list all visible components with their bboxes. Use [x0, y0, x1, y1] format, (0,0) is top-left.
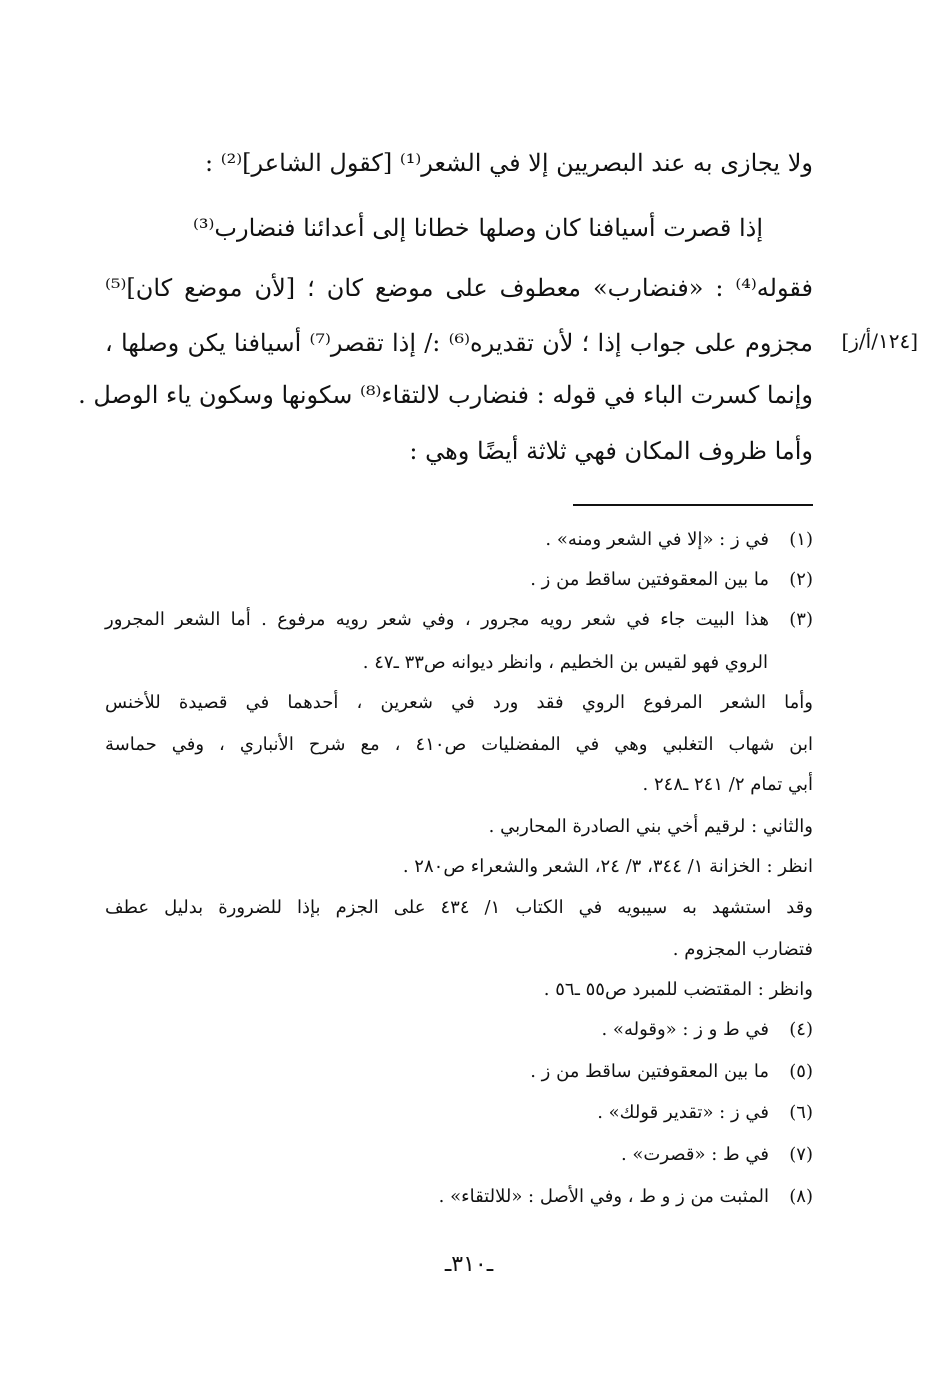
footnote-divider: [573, 504, 813, 506]
footnote-3-cont-3: ابن شهاب التغلبي وهي في المفضليات ص٤١٠ ، مع شرح الأنباري ، وفي حماسة: [105, 734, 813, 755]
poetry-verse: [193, 208, 763, 248]
footnote-number: (٢): [789, 569, 813, 590]
main-text-line-4: مجزوم على جواب إذا ؛ لأن تقديره⁽⁶⁾ :/ إذا تقصر⁽⁷⁾ أسيافنا يكن وصلها ،: [105, 329, 813, 357]
footnote-text: ما بين المعقوفتين ساقط من ز .: [530, 569, 769, 590]
verse-first-hemistich: إذا قصرت أسيافنا كان وصلها: [478, 214, 763, 242]
footnote-4: [105, 1015, 813, 1045]
footnote-text: المثبت من ز و ط ، وفي الأصل : «للالتقاء» .: [438, 1186, 769, 1207]
footnote-number: (٥): [789, 1061, 813, 1082]
footnote-5: [105, 1057, 813, 1087]
footnote-6: [105, 1098, 813, 1128]
footnote-7: [105, 1140, 813, 1170]
footnote-text: في ط : «قصرت» .: [620, 1144, 769, 1165]
verse-second-hemistich: خطانا إلى أعدائنا فنضارب⁽³⁾: [193, 214, 470, 242]
footnote-3-cont-7: وقد استشهد به سيبويه في الكتاب ١/ ٤٣٤ على الجزم بإذا للضرورة بدليل عطف: [105, 897, 813, 918]
footnote-3-cont-8: فتضارب المجزوم .: [672, 939, 813, 960]
footnote-3-cont-6: انظر : الخزانة ١/ ٣٤٤، ٣/ ٢٤، الشعر والشعراء ص٢٨٠ .: [402, 856, 813, 877]
footnote-number: (٧): [789, 1144, 813, 1165]
main-text-line-5: وإنما كسرت الباء في قوله : فنضارب لالتقاء⁽⁸⁾ سكونها وسكون ياء الوصل .: [78, 381, 813, 409]
footnote-text: في ز : «إلا في الشعر ومنه» .: [545, 529, 769, 550]
footnote-3-cont-5: والثاني : لرقيم أخي بني الصادرة المحاربي .: [488, 816, 813, 837]
footnote-number: (٤): [789, 1019, 813, 1040]
footnote-number: (٦): [789, 1102, 813, 1123]
main-text-line-6: وأما ظروف المكان فهي ثلاثة أيضًا وهي :: [409, 437, 813, 465]
main-text-line-1: ولا يجازى به عند البصريين إلا في الشعر⁽¹⁾ [كقول الشاعر]⁽²⁾ :: [205, 149, 813, 177]
footnote-3-cont-9: وانظر : المقتضب للمبرد ص٥٥ ـ٥٦ .: [543, 979, 813, 1000]
footnote-2: [105, 565, 813, 595]
footnote-1: [105, 525, 813, 555]
footnote-8: [105, 1182, 813, 1212]
footnote-text: في ط و ز : «وقوله» .: [601, 1019, 769, 1040]
footnote-number: (٨): [789, 1186, 813, 1207]
footnote-3-cont-2: وأما الشعر المرفوع الروي فقد ورد في شعرين ، أحدهما في قصيدة للأخنس: [105, 692, 813, 713]
footnote-text: في ز : «تقدير قولك» .: [597, 1102, 769, 1123]
page-number: ـ٣١٠ـ: [444, 1252, 494, 1277]
footnote-number: (١): [789, 529, 813, 550]
main-text-line-3: فقوله⁽⁴⁾ : «فنضارب» معطوف على موضع كان ؛ [لأن موضع كان]⁽⁵⁾: [105, 274, 813, 302]
manuscript-margin-note: [١٢٤/أ/ز]: [841, 329, 918, 353]
footnote-text: ما بين المعقوفتين ساقط من ز .: [530, 1061, 769, 1082]
footnote-3-cont-1: الروي فهو لقيس بن الخطيم ، وانظر ديوانه ص٣٣ ـ٤٧ .: [362, 652, 768, 673]
footnote-text: هذا البيت جاء في شعر رويه مجرور ، وفي شعر رويه مرفوع . أما الشعر المجرور: [105, 609, 769, 630]
footnote-number: (٣): [789, 609, 813, 630]
footnote-3: [105, 605, 813, 635]
footnote-3-cont-4: أبي تمام ٢/ ٢٤١ ـ٢٤٨ .: [642, 774, 813, 795]
